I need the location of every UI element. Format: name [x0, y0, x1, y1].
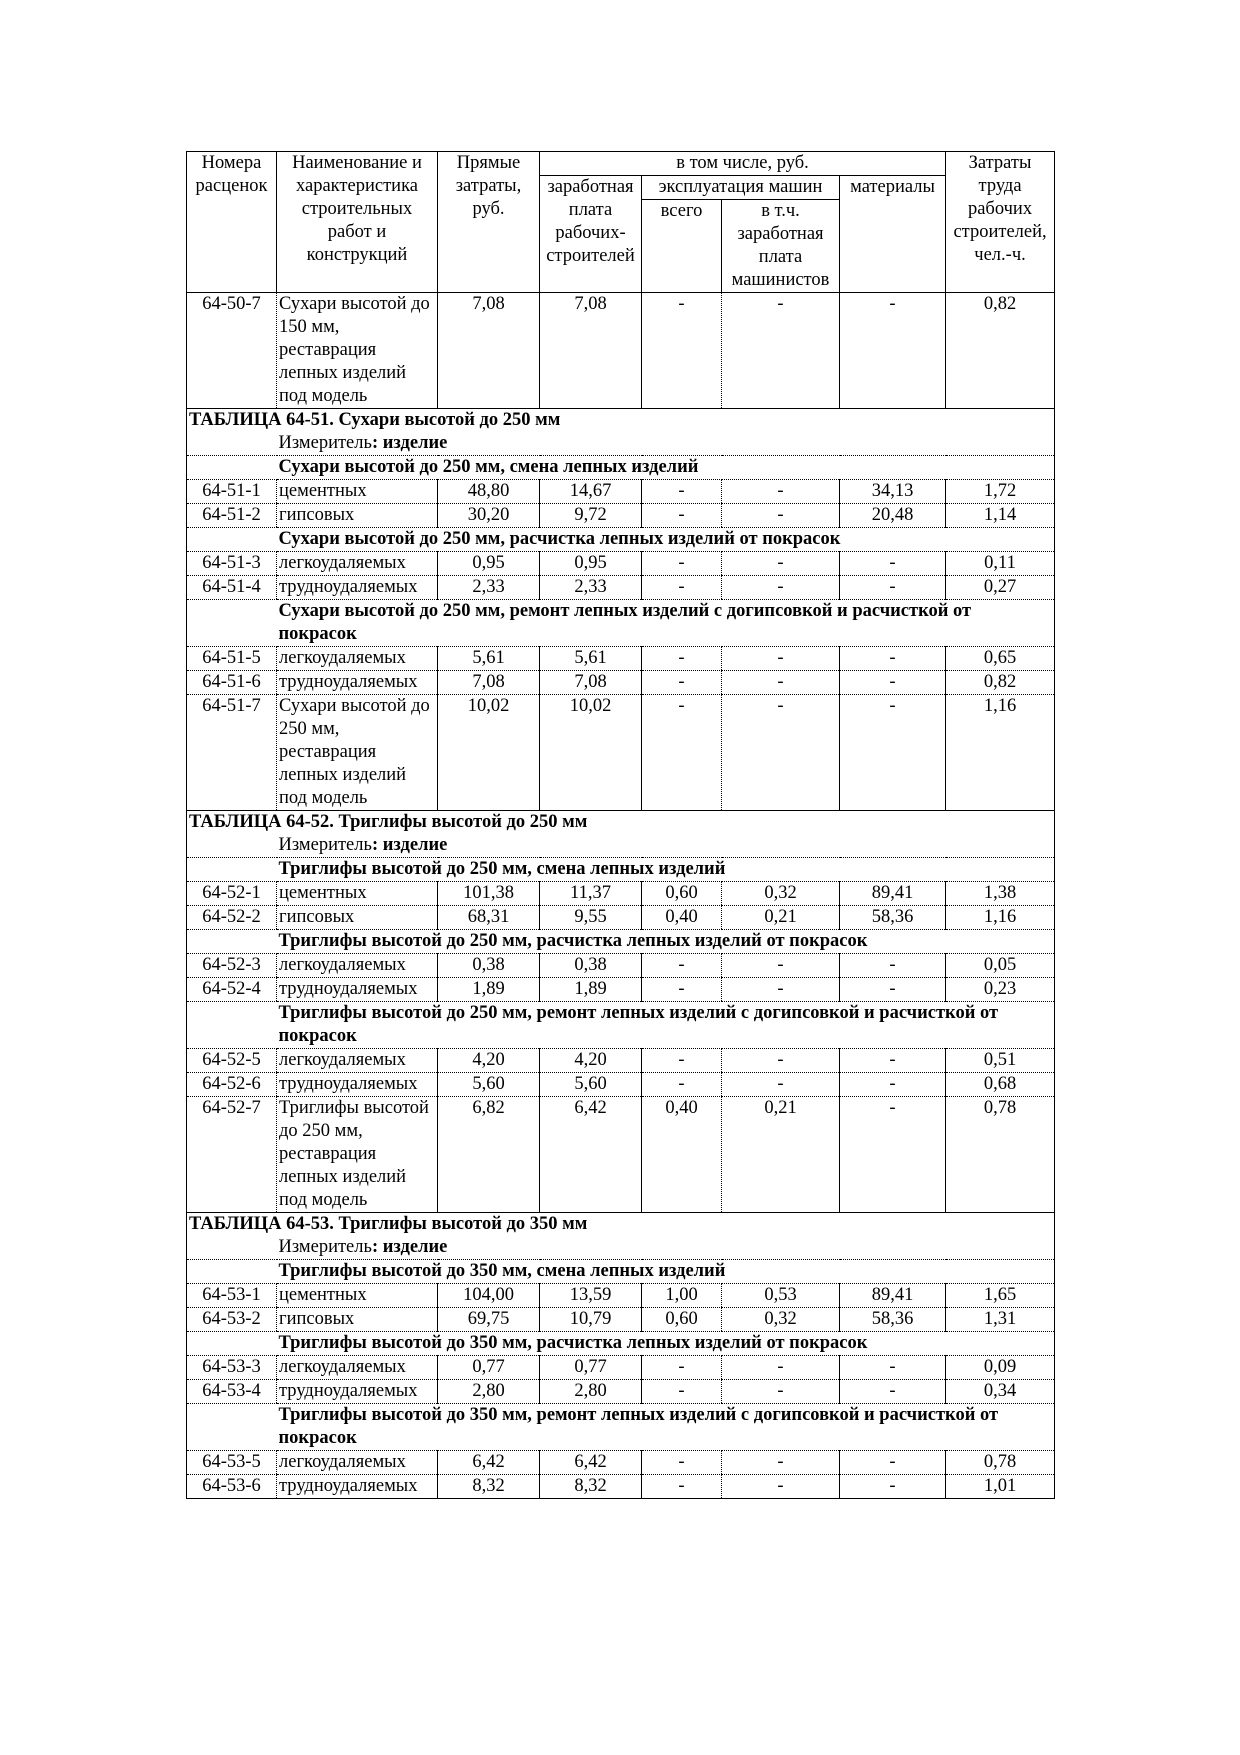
direct-costs: 6,42 — [438, 1451, 540, 1475]
group-title-row — [187, 1260, 1055, 1284]
header-machine-operation: эксплуатация машин — [642, 176, 840, 200]
rate-number: 64-51-1 — [187, 480, 277, 504]
materials: 34,13 — [840, 480, 946, 504]
rate-number: 64-53-1 — [187, 1284, 277, 1308]
materials: - — [840, 1451, 946, 1475]
direct-costs: 7,08 — [438, 293, 540, 409]
group-title-row — [187, 600, 1055, 647]
work-name: цементных — [277, 882, 438, 906]
machines-total: - — [642, 293, 722, 409]
wages: 2,33 — [540, 576, 642, 600]
header-wages: заработная плата рабочих-строителей — [540, 176, 642, 293]
work-name: легкоудаляемых — [277, 552, 438, 576]
labor-costs: 0,05 — [946, 954, 1055, 978]
rate-number: 64-53-6 — [187, 1475, 277, 1499]
table-row — [187, 1475, 1055, 1499]
table-row — [187, 882, 1055, 906]
group-spacer — [187, 858, 277, 882]
labor-costs: 0,82 — [946, 671, 1055, 695]
group-title-row — [187, 1002, 1055, 1049]
table-row — [187, 1073, 1055, 1097]
wages: 0,77 — [540, 1356, 642, 1380]
group-spacer — [187, 528, 277, 552]
machines-total: - — [642, 954, 722, 978]
table-row — [187, 1451, 1055, 1475]
machines-total: 0,60 — [642, 1308, 722, 1332]
group-spacer — [187, 456, 277, 480]
machinist-wages: 0,21 — [722, 906, 840, 930]
direct-costs: 68,31 — [438, 906, 540, 930]
labor-costs: 0,78 — [946, 1097, 1055, 1213]
table-row — [187, 906, 1055, 930]
machines-total: - — [642, 647, 722, 671]
direct-costs: 7,08 — [438, 671, 540, 695]
labor-costs: 1,16 — [946, 906, 1055, 930]
labor-costs: 1,01 — [946, 1475, 1055, 1499]
machines-total: 0,40 — [642, 906, 722, 930]
rate-number: 64-52-2 — [187, 906, 277, 930]
table-caption: ТАБЛИЦА 64-52. Триглифы высотой до 250 мм — [187, 811, 1055, 835]
work-name: легкоудаляемых — [277, 1049, 438, 1073]
rate-number: 64-53-2 — [187, 1308, 277, 1332]
labor-costs: 0,27 — [946, 576, 1055, 600]
machines-total: - — [642, 552, 722, 576]
machines-total: - — [642, 504, 722, 528]
group-title: Триглифы высотой до 350 мм, смена лепных изделий — [277, 1260, 1055, 1284]
machinist-wages: - — [722, 1073, 840, 1097]
rate-number: 64-51-2 — [187, 504, 277, 528]
machinist-wages: 0,53 — [722, 1284, 840, 1308]
header-labor-costs: Затраты труда рабочих строителей, чел.-ч. — [946, 152, 1055, 293]
wages: 5,60 — [540, 1073, 642, 1097]
meter — [277, 432, 1055, 456]
machinist-wages: 0,32 — [722, 882, 840, 906]
machinist-wages: - — [722, 576, 840, 600]
machinist-wages: - — [722, 293, 840, 409]
direct-costs: 8,32 — [438, 1475, 540, 1499]
wages: 11,37 — [540, 882, 642, 906]
labor-costs: 1,65 — [946, 1284, 1055, 1308]
table-row — [187, 293, 1055, 409]
wages: 2,80 — [540, 1380, 642, 1404]
work-name: цементных — [277, 1284, 438, 1308]
labor-costs: 1,72 — [946, 480, 1055, 504]
wages: 6,42 — [540, 1097, 642, 1213]
header-materials: материалы — [840, 176, 946, 293]
direct-costs: 104,00 — [438, 1284, 540, 1308]
meter-value: : изделие — [371, 1237, 448, 1257]
meter-spacer — [187, 432, 277, 456]
direct-costs: 5,61 — [438, 647, 540, 671]
work-name: гипсовых — [277, 504, 438, 528]
rate-number: 64-51-4 — [187, 576, 277, 600]
direct-costs: 1,89 — [438, 978, 540, 1002]
rate-number: 64-53-4 — [187, 1380, 277, 1404]
table-row — [187, 1049, 1055, 1073]
work-name: трудноудаляемых — [277, 1073, 438, 1097]
machinist-wages: - — [722, 1049, 840, 1073]
header-rate-number: Номера расценок — [187, 152, 277, 293]
table-row — [187, 1308, 1055, 1332]
table-row — [187, 504, 1055, 528]
labor-costs: 1,14 — [946, 504, 1055, 528]
work-name: гипсовых — [277, 906, 438, 930]
work-name: Триглифы высотой до 250 мм, реставрация лепных изделий под модель — [277, 1097, 438, 1213]
group-title-row — [187, 528, 1055, 552]
wages: 13,59 — [540, 1284, 642, 1308]
work-name: Сухари высотой до 250 мм, реставрация лепных изделий под модель — [277, 695, 438, 811]
wages: 7,08 — [540, 293, 642, 409]
machines-total: 0,60 — [642, 882, 722, 906]
machinist-wages: - — [722, 671, 840, 695]
machinist-wages: 0,21 — [722, 1097, 840, 1213]
direct-costs: 69,75 — [438, 1308, 540, 1332]
direct-costs: 48,80 — [438, 480, 540, 504]
labor-costs: 0,51 — [946, 1049, 1055, 1073]
work-name: легкоудаляемых — [277, 647, 438, 671]
machines-total: - — [642, 576, 722, 600]
header-row — [187, 152, 1055, 176]
group-spacer — [187, 1332, 277, 1356]
group-title: Сухари высотой до 250 мм, смена лепных изделий — [277, 456, 1055, 480]
wages: 0,95 — [540, 552, 642, 576]
header-machinist-wages: в т.ч. заработная плата машинистов — [722, 200, 840, 293]
wages: 10,02 — [540, 695, 642, 811]
work-name: легкоудаляемых — [277, 1451, 438, 1475]
meter-spacer — [187, 834, 277, 858]
meter-row — [187, 834, 1055, 858]
machines-total: - — [642, 480, 722, 504]
rate-number: 64-51-7 — [187, 695, 277, 811]
group-title: Триглифы высотой до 250 мм, ремонт лепных изделий с догипсовкой и расчисткой от покрасок — [277, 1002, 1055, 1049]
table-row — [187, 576, 1055, 600]
table-caption: ТАБЛИЦА 64-51. Сухари высотой до 250 мм — [187, 409, 1055, 433]
table-row — [187, 1380, 1055, 1404]
materials: 58,36 — [840, 906, 946, 930]
machines-total: - — [642, 1380, 722, 1404]
table-caption-row — [187, 811, 1055, 835]
meter-label: Измеритель — [278, 1237, 372, 1257]
table-caption-row — [187, 409, 1055, 433]
materials: - — [840, 576, 946, 600]
machines-total: - — [642, 1356, 722, 1380]
direct-costs: 2,33 — [438, 576, 540, 600]
machinist-wages: - — [722, 1475, 840, 1499]
table-row — [187, 978, 1055, 1002]
rate-number: 64-51-3 — [187, 552, 277, 576]
rate-number: 64-53-5 — [187, 1451, 277, 1475]
group-title: Триглифы высотой до 250 мм, смена лепных изделий — [277, 858, 1055, 882]
machines-total: 0,40 — [642, 1097, 722, 1213]
rate-number: 64-51-5 — [187, 647, 277, 671]
wages: 8,32 — [540, 1475, 642, 1499]
machines-total: - — [642, 1475, 722, 1499]
machines-total: - — [642, 695, 722, 811]
materials: 89,41 — [840, 882, 946, 906]
direct-costs: 4,20 — [438, 1049, 540, 1073]
direct-costs: 0,77 — [438, 1356, 540, 1380]
machinist-wages: - — [722, 647, 840, 671]
group-title-row — [187, 858, 1055, 882]
group-title: Триглифы высотой до 350 мм, расчистка лепных изделий от покрасок — [277, 1332, 1055, 1356]
work-name: Сухари высотой до 150 мм, реставрация лепных изделий под модель — [277, 293, 438, 409]
materials: - — [840, 647, 946, 671]
wages: 1,89 — [540, 978, 642, 1002]
rate-number: 64-51-6 — [187, 671, 277, 695]
labor-costs: 1,16 — [946, 695, 1055, 811]
labor-costs: 0,23 — [946, 978, 1055, 1002]
labor-costs: 0,65 — [946, 647, 1055, 671]
materials: - — [840, 1097, 946, 1213]
rate-number: 64-52-7 — [187, 1097, 277, 1213]
rate-number: 64-52-4 — [187, 978, 277, 1002]
header-work-name: Наименование и характеристика строительных работ и конструкций — [277, 152, 438, 293]
table-row — [187, 1097, 1055, 1213]
group-spacer — [187, 1404, 277, 1451]
table-row — [187, 1356, 1055, 1380]
header-including-group: в том числе, руб. — [540, 152, 946, 176]
machines-total: - — [642, 1073, 722, 1097]
labor-costs: 0,34 — [946, 1380, 1055, 1404]
meter — [277, 1236, 1055, 1260]
direct-costs: 0,95 — [438, 552, 540, 576]
direct-costs: 101,38 — [438, 882, 540, 906]
table-row — [187, 480, 1055, 504]
table-row — [187, 552, 1055, 576]
work-name: трудноудаляемых — [277, 1475, 438, 1499]
materials: - — [840, 293, 946, 409]
wages: 9,72 — [540, 504, 642, 528]
machines-total: - — [642, 1049, 722, 1073]
machinist-wages: - — [722, 954, 840, 978]
labor-costs: 1,38 — [946, 882, 1055, 906]
wages: 10,79 — [540, 1308, 642, 1332]
table-row — [187, 647, 1055, 671]
materials: 20,48 — [840, 504, 946, 528]
group-spacer — [187, 600, 277, 647]
meter-row — [187, 432, 1055, 456]
machinist-wages: - — [722, 1380, 840, 1404]
group-title: Триглифы высотой до 250 мм, расчистка лепных изделий от покрасок — [277, 930, 1055, 954]
machinist-wages: - — [722, 1451, 840, 1475]
work-name: трудноудаляемых — [277, 671, 438, 695]
machinist-wages: - — [722, 552, 840, 576]
direct-costs: 30,20 — [438, 504, 540, 528]
work-name: трудноудаляемых — [277, 576, 438, 600]
rate-number: 64-52-6 — [187, 1073, 277, 1097]
rate-number: 64-50-7 — [187, 293, 277, 409]
rate-number: 64-52-5 — [187, 1049, 277, 1073]
machines-total: - — [642, 671, 722, 695]
table-row — [187, 954, 1055, 978]
meter-label: Измеритель — [278, 433, 372, 453]
wages: 7,08 — [540, 671, 642, 695]
materials: - — [840, 695, 946, 811]
machinist-wages: - — [722, 1356, 840, 1380]
machinist-wages: - — [722, 480, 840, 504]
group-title-row — [187, 1404, 1055, 1451]
work-name: трудноудаляемых — [277, 1380, 438, 1404]
materials: 58,36 — [840, 1308, 946, 1332]
rates-table — [186, 151, 1055, 1499]
group-spacer — [187, 930, 277, 954]
work-name: легкоудаляемых — [277, 954, 438, 978]
table-row — [187, 671, 1055, 695]
group-title: Триглифы высотой до 350 мм, ремонт лепных изделий с догипсовкой и расчисткой от покрасок — [277, 1404, 1055, 1451]
machinist-wages: - — [722, 978, 840, 1002]
group-spacer — [187, 1260, 277, 1284]
machinist-wages: 0,32 — [722, 1308, 840, 1332]
rate-number: 64-52-3 — [187, 954, 277, 978]
materials: - — [840, 1049, 946, 1073]
meter-row — [187, 1236, 1055, 1260]
wages: 5,61 — [540, 647, 642, 671]
meter-value: : изделие — [371, 433, 448, 453]
materials: - — [840, 978, 946, 1002]
work-name: трудноудаляемых — [277, 978, 438, 1002]
meter-label: Измеритель — [278, 835, 372, 855]
rate-number: 64-52-1 — [187, 882, 277, 906]
machines-total: 1,00 — [642, 1284, 722, 1308]
header-direct-costs: Прямые затраты, руб. — [438, 152, 540, 293]
wages: 0,38 — [540, 954, 642, 978]
direct-costs: 2,80 — [438, 1380, 540, 1404]
direct-costs: 5,60 — [438, 1073, 540, 1097]
group-spacer — [187, 1002, 277, 1049]
labor-costs: 0,11 — [946, 552, 1055, 576]
machines-total: - — [642, 1451, 722, 1475]
wages: 14,67 — [540, 480, 642, 504]
labor-costs: 0,78 — [946, 1451, 1055, 1475]
meter — [277, 834, 1055, 858]
work-name: гипсовых — [277, 1308, 438, 1332]
materials: - — [840, 1356, 946, 1380]
group-title-row — [187, 1332, 1055, 1356]
meter-value: : изделие — [371, 835, 448, 855]
header-machines-total: всего — [642, 200, 722, 293]
direct-costs: 6,82 — [438, 1097, 540, 1213]
materials: 89,41 — [840, 1284, 946, 1308]
table-caption: ТАБЛИЦА 64-53. Триглифы высотой до 350 мм — [187, 1213, 1055, 1237]
direct-costs: 10,02 — [438, 695, 540, 811]
group-title: Сухари высотой до 250 мм, расчистка лепных изделий от покрасок — [277, 528, 1055, 552]
materials: - — [840, 671, 946, 695]
materials: - — [840, 1073, 946, 1097]
work-name: легкоудаляемых — [277, 1356, 438, 1380]
table-row — [187, 695, 1055, 811]
group-title: Сухари высотой до 250 мм, ремонт лепных изделий с догипсовкой и расчисткой от покрасок — [277, 600, 1055, 647]
wages: 6,42 — [540, 1451, 642, 1475]
labor-costs: 1,31 — [946, 1308, 1055, 1332]
table-caption-row — [187, 1213, 1055, 1237]
materials: - — [840, 1475, 946, 1499]
machinist-wages: - — [722, 504, 840, 528]
table-row — [187, 1284, 1055, 1308]
work-name: цементных — [277, 480, 438, 504]
rate-number: 64-53-3 — [187, 1356, 277, 1380]
wages: 4,20 — [540, 1049, 642, 1073]
labor-costs: 0,82 — [946, 293, 1055, 409]
machinist-wages: - — [722, 695, 840, 811]
materials: - — [840, 1380, 946, 1404]
group-title-row — [187, 930, 1055, 954]
labor-costs: 0,68 — [946, 1073, 1055, 1097]
group-title-row — [187, 456, 1055, 480]
machines-total: - — [642, 978, 722, 1002]
materials: - — [840, 954, 946, 978]
meter-spacer — [187, 1236, 277, 1260]
wages: 9,55 — [540, 906, 642, 930]
direct-costs: 0,38 — [438, 954, 540, 978]
labor-costs: 0,09 — [946, 1356, 1055, 1380]
materials: - — [840, 552, 946, 576]
